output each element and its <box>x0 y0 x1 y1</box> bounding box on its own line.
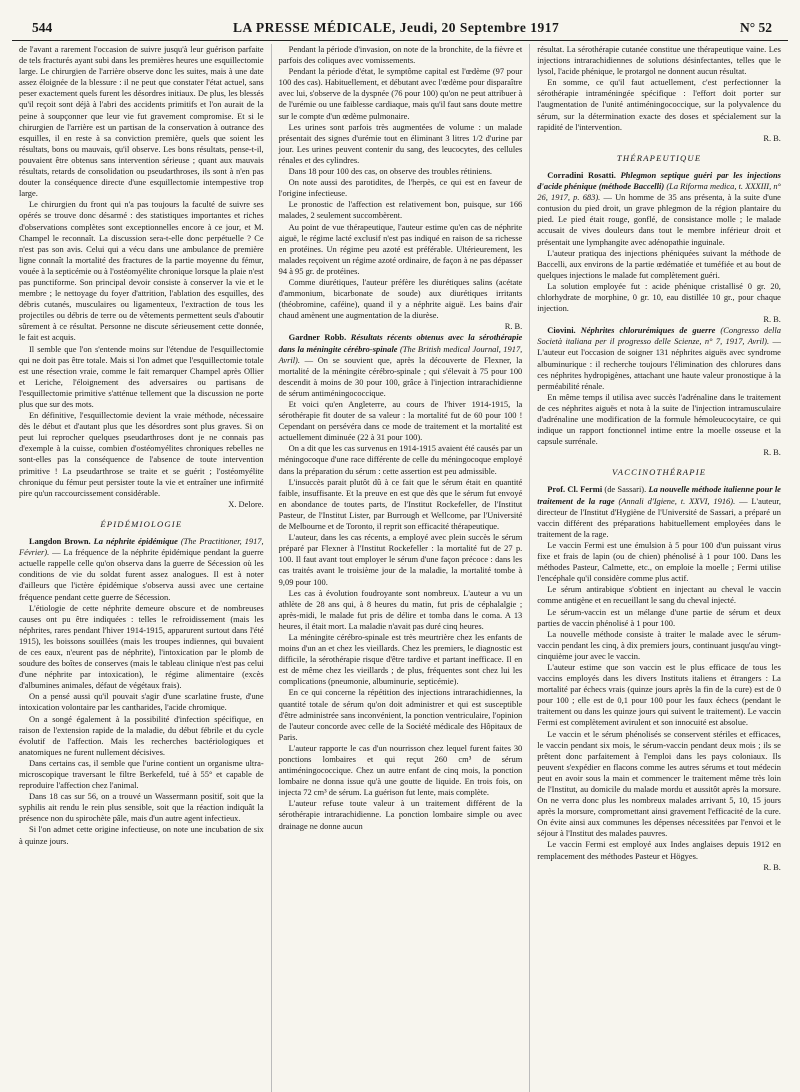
article-author-note: (de Sassari). <box>604 484 647 495</box>
article-source: (The British medical Journal, 1917, Avril). <box>278 343 523 365</box>
paragraph: Le chirurgien du front qui n'a pas toujours la faculté de suivre ses opérés se trouve donc désarmé : des statistiques importantes et riches d'observations complètes sont exceptionnelles encore à ce jour, et M. Champel le reconnaît. La discussion sera-t-elle donc perpétuelle ? Ce n'est pas son avis. Celui qui a vécu dans une ambulance de première ligne connaît la mortalité des fractures de la partie moyenne du fémur, vouée à la septicémie ou à l'ostéomyélite chronique lorsque la plaie n'est pas punctiforme. Son principal devoir consiste à conserver la vie et le membre ; le nettoyage du foyer d'attrition, l'ablation des esquilles, des débris cutanés, musculaires ou ligamenteux, l'extraction de tous les projectiles ou débris de terre ou de vêtements permettent seuls d'aboutir sûrement à ce résultat. Personne ne discute sérieusement cette donnée, le fait est acquis. <box>19 199 264 343</box>
article-author: Prof. Cl. Fermi <box>547 484 603 495</box>
column-3 <box>529 44 788 1092</box>
paragraph: de l'avant a rarement l'occasion de suivre jusqu'à leur guérison parfaite de tels fracturés ayant subi dans les premières heures une esquillectomie large. Le chirurgien de l'arrière observe donc les suites, mais à une date assez éloignée de la blessure : il ne peut que constater l'état actuel, sans peser exactement quels furent les désordres initiaux. De plus, les blessés qu'il reçoit sont déjà à l'abri des accidents primitifs et l'on aurait de la peine à soupçonner que leur vie fut gravement compromise. Et si le chirurgien de l'arrière est un partisan de la conservation à outrance des esquilles, il en reste à sa conviction première, quels que soient les résultats, bons ou mauvais, qu'il observe. Les bons résultats, pense-t-il, pouvaient être obtenus sans intervention sérieuse ; quant aux mauvais résultats, retards de consolidation ou pseudarthroses, ils sont à n'en pas douter la conséquence directe d'une esquillectomie intempestive trop large. <box>19 44 264 199</box>
column-2 <box>271 44 530 1092</box>
paragraph: La solution employée fut : acide phénique cristallisé 0 gr. 20, chlorhydrate de morphine, 0 gr. 10, eau distillée 10 gr., pour chaque injection. <box>537 280 781 314</box>
article-text: — On se souvient que, après la découverte de Flexner, la mortalité de la méningite cérébro-spinale ; qui s'élevait à 75 pour 100 descendit à moins de 30 pour 100, grâce à l'injection intrarachidienne de sérum antiméningococcique. <box>278 354 523 398</box>
page-number: 544 <box>32 20 53 35</box>
paragraph: Pendant la période d'état, le symptôme capital est l'œdème (97 pour 100 des cas). Habituellement, et débutant avec l'œdème pour disparaître avec lui, s'observe de la dyspnée (76 pour 100) qu'on ne peut attribuer à de l'urémie ou une faiblesse cardiaque, mais qu'il faut sans doute mettre sur le compte d'un œdème pulmonaire. <box>278 66 523 121</box>
signature: X. Delore. <box>228 498 264 509</box>
paragraph: L'insuccès parait plutôt dû à ce fait que le sérum était en quantité faible, insuffisante. Et la preuve en est que dès que le sérum fut envoyé en abondance de toutes parts, de l'Institut Rockefeller, de l'Institut Pasteur, de l'Institut Lister, par Burrough et Wellcome, par l'Université de Melbourne et de Toronto, il reprit son efficacité thérapeutique. <box>278 476 523 532</box>
paragraph: En somme, ce qu'il faut actuellement, c'est perfectionner la sérothérapie intraméningée spécifique : l'effort doit porter sur l'augmentation de l'unité antiméningococcique, sur la polyvalence du sérum, sur la détermination exacte des doses et spécialement sur la rapidité de l'intervention. <box>537 77 781 132</box>
paragraph: La nouvelle méthode consiste à traiter le malade avec le sérum-vaccin pendant les cinq, à dix premiers jours, continuant jusqu'au vingt-cinquième jour avec le vaccin. <box>537 628 781 661</box>
page-header <box>12 8 788 41</box>
paragraph: L'auteur, dans les cas récents, a employé avec plein succès le sérum préparé par Flexner à l'Institut Rockefeller : la mortalité fut de 27 p. 100. Il faut avant tout employer le sérum d'une façon précoce : dans les cas traités avant le troisième jour de la maladie, la mortalité tombe à 9,09 pour 100. <box>278 532 523 587</box>
paragraph: On a songé également à la possibilité d'infection spécifique, en raison de l'extension rapide de la maladie, du début fébrile et du cycle évolutif de l'affection. Mais les recherches bactériologiques et anatomiques ne furent nullement décisives. <box>19 713 264 757</box>
article-lead <box>19 536 264 603</box>
article-author: Gardner Robb. <box>288 332 347 343</box>
article-title: Résultats récents obtenus avec la sérothérapie dans la méningite cérébro-spinale <box>278 332 523 354</box>
paragraph: L'auteur rapporte le cas d'un nourrisson chez lequel furent faites 30 ponctions lombaires et qui reçut 260 cm³ de sérum antiméningococcique. Chez un autre enfant de cinq mois, la ponction lombaire ne donna issue qu'à une goutte de liquide. En trois fois, on injecta 72 cm³ de sérum. La guérison fut lente, mais complète. <box>278 742 523 798</box>
paragraph: résultat. La sérothérapie cutanée constitue une thérapeutique vaine. Les injections intrarachidiennes de solutions désinfectantes, telles que le lysol, l'acide phénique, le protargol ne donnent aucun résultat. <box>537 44 781 77</box>
article-source: (Annali d'Igiene, t. XXVI, 1916). <box>618 495 736 506</box>
section-heading: ÉPIDÉMIOLOGIE <box>100 518 183 529</box>
paragraph: Le pronostic de l'affection est relativement bon, puisque, sur 166 malades, 2 seulement succombèrent. <box>278 199 523 221</box>
paragraph: On note aussi des parotidites, de l'herpès, ce qui est en faveur de l'origine infectieuse. <box>278 177 523 199</box>
journal-title: LA PRESSE MÉDICALE, Jeudi, 20 Septembre 1917 <box>232 20 560 35</box>
article-lead <box>537 170 781 248</box>
article-lead <box>537 325 781 392</box>
article-author: Langdon Brown. <box>29 536 91 547</box>
paragraph: L'étiologie de cette néphrite demeure obscure et de nombreuses causes ont pu être indiquées : telles le refroidissement (mais les néphrites, rares pendant l'hiver 1914-1915, apparurent surtout dans l'été 1915), les boissons souillées (mais les troupes indiennes, qui buvaient de ces eaux, n'eurent pas de néphrite), l'intoxication par le plomb de soudure des boîtes de conserves (mais le tableau clinique n'est pas celui d'une néphrite par intoxication), le régime alimentaire (excès d'albumines animales, défaut de végétaux frais). <box>19 602 264 691</box>
paragraph: Dans 18 pour 100 des cas, on observe des troubles rétiniens. <box>288 166 493 177</box>
paragraph: On a pensé aussi qu'il pouvait s'agir d'une scarlatine fruste, d'une intoxication volontaire par les cantharides, l'acide chromique. <box>19 691 264 713</box>
columns <box>12 44 788 1092</box>
paragraph: L'auteur pratiqua des injections phéniquées suivant la méthode de Baccelli, aux environs de la partie œdématiée et tuméfiée et au bout de quelques injections le malade fut complètement guéri. <box>537 247 781 280</box>
article-text: — L'auteur, directeur de l'Institut d'Hygiène de l'Université de Sassari, a préparé un vaccin différent des préparations habituellement employées dans le traitement de la rage. <box>537 495 781 539</box>
article-text: — Un homme de 35 ans présenta, à la suite d'une contusion du pied droit, un grave phlegmon de la région plantaire du pied. Le pied était rouge, gonflé, de consistance molle ; le malade accusait de vives douleurs dans tout le membre inférieur droit et présentait une lymphangite avec adénopathie inguinale. <box>537 192 781 247</box>
paragraph: Dans 18 cas sur 56, on a trouvé un Wassermann positif, soit que la syphilis ait rendu le rein plus sensible, soit que la réaction indiquât la présence non du spirochète pâle, mais d'un autre agent infectieux. <box>19 791 264 824</box>
article-text: — L'auteur eut l'occasion de soigner 131 néphrites aiguës avec syndrome albuminurique : il recherche toujours l'élimination des chlorures dans ces néphrites hydropigènes, attachant une haute valeur pronostique à la perméabilité rénale. <box>537 336 781 391</box>
paragraph: En ce qui concerne la répétition des injections intrarachidiennes, la quantité totale de sérum qu'on doit administrer et qui est susceptible d'être administrée sans inconvénient, la ponction ventriculaire, l'opinion de l'auteur concorde avec celle de la Société médicale des Hôpitaux de Paris. <box>278 687 523 742</box>
signature: R. B. <box>763 861 781 872</box>
article-title: La nouvelle méthode italienne pour le traitement de la rage <box>537 484 781 506</box>
paragraph: Si l'on admet cette origine infectieuse, on note une incubation de six à quinze jours. <box>19 824 264 846</box>
paragraph: Au point de vue thérapeutique, l'auteur estime qu'en cas de néphrite aiguë, le régime lacté exclusif n'est pas indiqué en raison de sa richesse en protéines. Un régime peu azoté est préférable. Ultérieurement, les malades reçoivent un régime azoté ordinaire, de façon à ne pas dépasser 94 à 95 gr. de protéines. <box>278 221 523 276</box>
paragraph: Les cas à évolution foudroyante sont nombreux. L'auteur a vu un athlète de 28 ans qui, à 8 heures du matin, fut pris de céphalalgie ; après-midi, le malade fut pris de délire et tomba dans le coma. A 13 heures, il était mort. La maladie n'avait pas duré cinq heures. <box>278 587 523 631</box>
paragraph: Le vaccin Fermi est employé aux Indes anglaises depuis 1912 en remplacement des méthodes Pasteur et Högyes. <box>537 839 781 861</box>
paragraph: Le sérum-vaccin est un mélange d'une partie de sérum et deux parties de vaccin phénolisé à 1 pour 100. <box>537 606 781 628</box>
paragraph: Le vaccin et le sérum phénolisés se conservent stériles et efficaces, le vaccin pendant six mois, le sérum-vaccin pendant deux mois ; ils se prêtent donc parfaitement à l'emploi dans les pays coloniaux. Ils peuvent s'expédier en flacons comme les autres sérums et tout médecin peut en avoir sous la main et commencer le traitement même très loin de l'Institut, au domicile du malade mordu et aussitôt après la morsure. On ne verra donc plus les nombreux malades arrivant 5, 10, 15 jours après la morsure, compromettant ainsi gravement l'efficacité de la cure. On évite ainsi aux communes les dépenses nécessitées par l'envoi et le séjour à l'Institut des malades pauvres. <box>537 728 781 839</box>
paragraph: En définitive, l'esquillectomie devient la vraie méthode, nécessaire dès le début et d'autant plus que les désordres sont plus graves. Si on peut lui reprocher quelques pseudarthroses dont je ne connais pas d'exemple à la cuisse, combien d'ostéomyélites chroniques rebelles ne sont-elles pas la conséquence de l'absence de toute intervention primitive ! La pseudarthrose se traite et se guérit ; l'ostéomyélite chronique du fémur peut persister toute la vie et entraîner une infirmité pire qu'un raccourcissement considérable. <box>19 410 264 498</box>
signature: R. B. <box>763 447 781 458</box>
article-lead <box>537 484 781 539</box>
paragraph: Pendant la période d'invasion, on note de la bronchite, de la fièvre et parfois des coliques avec vomissements. <box>278 44 523 66</box>
paragraph: Il semble que l'on s'entende moins sur l'étendue de l'esquillectomie qui ne doit pas être totale. Mais si l'on admet que l'esquillectomie totale est une résection vraie, comme le fait remarquer Champel après Ollier et Leriche, l'éloignement des adversaires ou partisans de l'esquillectomie primitive s'atténue tellement que la discussion ne porte plus que sur des mots. <box>19 343 264 409</box>
paragraph: Le sérum antirabique s'obtient en injectant au cheval le vaccin comme antigène et en recueillant le sang du cheval injecté. <box>537 584 781 606</box>
article-title: La néphrite épidémique <box>93 536 178 547</box>
signature: R. B. <box>763 132 781 143</box>
paragraph: L'auteur estime que son vaccin est le plus efficace de tous les vaccins employés dans les divers Instituts italiens et étrangers : La mortalité par échecs vrais (quinze jours après la fin de la cure) est de 0 pour 100 ; elle est de 0,1 pour 100 pour les faux échecs (pendant le traitement ou dans les quinze jours qui suivent le traitement). Le vaccin Fermi est complètement avirulent et son innocuité est absolue. <box>537 661 781 728</box>
article-author: Corradini Rosatti. <box>547 169 616 180</box>
article-author: Ciovini. <box>547 325 576 336</box>
paragraph: En même temps il utilisa avec succès l'adrénaline dans le traitement de ces néphrites aiguës et nota à la suite de l'injection intramusculaire d'adrénaline une modification de la formule hémoleucocytaire, ce qui indique un rapport fonctionnel intime entre la moelle osseuse et la capsule surrénale. <box>537 391 781 447</box>
article-source: (The Practitioner, 1917, Février). <box>19 536 264 558</box>
paragraph: Dans certains cas, il semble que l'urine contient un organisme ultra-microscopique traversant le filtre Berkefeld, tué à 55° et capable de reproduire l'affection chez l'animal. <box>19 757 264 791</box>
section-heading: THÉRAPEUTIQUE <box>616 152 702 163</box>
article-title: Néphrites chlorurémiques de guerre <box>580 325 716 336</box>
signature: R. B. <box>763 314 781 325</box>
article-source: (La Riforma medica, t. XXXIII, n° 26, 1917, p. 683). <box>537 181 781 203</box>
section-heading: VACCINOTHÉRAPIE <box>611 467 707 478</box>
paragraph: Et voici qu'en Angleterre, au cours de l'hiver 1914-1915, la sérothérapie fit douter de sa valeur : la mortalité fut de 60 pour 100 ! Cependant on persévéra dans ce mode de traitement et la mortalité est actuellement diminuée (22 à 31 pour 100). <box>278 399 523 443</box>
paragraph: Les urines sont parfois très augmentées de volume : un malade présentait des signes d'urémie tout en éliminant 3 litres 1/2 d'urine par jour. Les urines peuvent contenir du sang, des leucocytes, des cellules rénales et des cylindres. <box>278 121 523 165</box>
paragraph: On a dit que les cas survenus en 1914-1915 avaient été causés par un méningocoque d'une race différente de celle du méningocoque employé dans la préparation du sérum : cette assertion est peu admissible. <box>278 443 523 476</box>
article-title: Phlegmon septique guéri par les injections d'acide phénique (méthode Baccelli) <box>537 169 781 192</box>
article-text: — La fréquence de la néphrite épidémique pendant la guerre actuelle rappelle celle qu'on observa dans la guerre de Sécession où les conditions de vie du soldat furent assez analogues. Il est à noter d'ailleurs que l'ictère épidémique s'observa aussi avec une certaine fréquence pendant cette guerre de Sécession. <box>19 547 264 602</box>
signature: R. B. <box>504 321 523 332</box>
paragraph: Comme diurétiques, l'auteur préfère les diurétiques salins (acétate d'ammonium, bicarbonate de soude) aux diurétiques irritants (théobromine, caféine), quand il y a néphrite aiguë. Les bains d'air chaud amènent une augmentation de la diurèse. <box>278 276 523 321</box>
paragraph: L'auteur refuse toute valeur à un traitement différent de la sérothérapie intrarachidienne. La ponction lombaire simple ou avec drainage ne donne aucun <box>278 798 523 831</box>
paragraph: Le vaccin Fermi est une émulsion à 5 pour 100 d'un puissant virus fixe et frais de lapin (ou de chien) phénolisé à 1 pour 100. Dans les méthodes Pasteur, Calmette, etc., on emploie la moelle ; Fermi utilise l'encéphale qu'il considère comme plus actif. <box>537 539 781 584</box>
paragraph: La méningite cérébro-spinale est très meurtrière chez les enfants de moins d'un an et chez les vieillards. Chez les premiers, le diagnostic est difficile, la sérothérapie risque d'être tardive et partant inefficace. Il en est de même chez les vieillards ; de plus, fréquentes sont chez lui les complications (pneumonie, albuminurie, septicémie). <box>278 631 523 687</box>
article-lead <box>279 332 523 399</box>
article-source: (Congresso della Società italiana per il progresso delle Scienze, n° 7, 1917, Avril). <box>537 325 781 347</box>
column-1 <box>12 44 271 1092</box>
issue-number: N° 52 <box>739 20 772 35</box>
